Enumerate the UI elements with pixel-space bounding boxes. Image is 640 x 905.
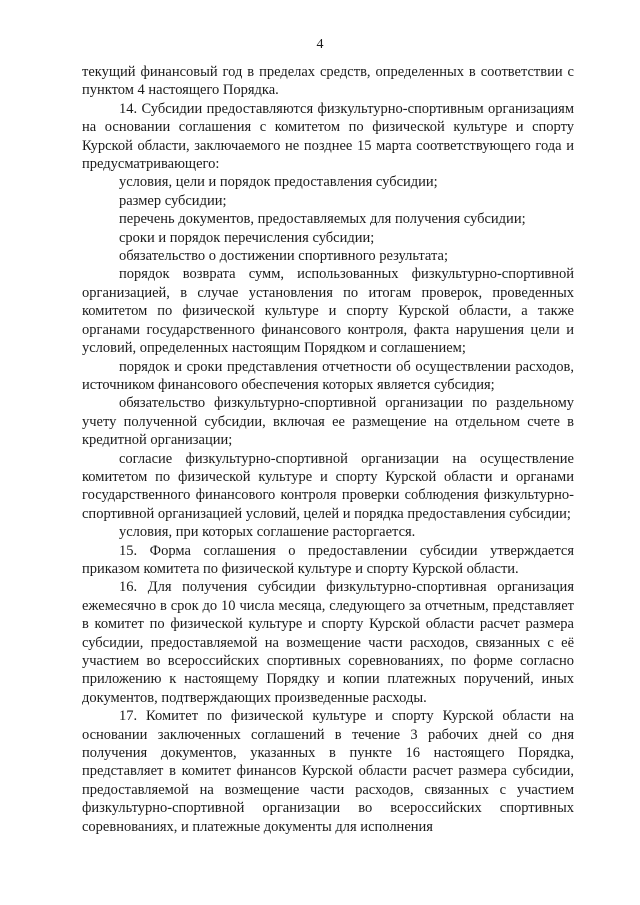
list-item-transfer-terms: сроки и порядок перечисления субсидии; (119, 229, 375, 246)
list-item-conditions: условия, цели и порядок предоставления субсидии; (119, 174, 438, 191)
document-body (82, 63, 574, 836)
paragraph-clause-15: 15. Форма соглашения о предоставлении субсидии утверждается приказом комитета по физической культуре и спорту Курской области. (82, 542, 574, 577)
list-item-separate-accounting: обязательство физкультурно-спортивной организации по раздельному учету полученной субсидии, включая ее размещение на отдельном счете в кредитной организации; (82, 395, 574, 449)
paragraph-continuation: текущий финансовый год в пределах средств, определенных в соответствии с пунктом 4 настоящего Порядка. (82, 64, 574, 99)
list-item-sport-result: обязательство о достижении спортивного результата; (119, 248, 448, 265)
list-item-reporting: порядок и сроки представления отчетности об осуществлении расходов, источником финансового обеспечения которых является субсидия; (82, 358, 574, 393)
paragraph-clause-14: 14. Субсидии предоставляются физкультурно-спортивным организациям на основании соглашения с комитетом по физической культуре и спорту Курской области, заключаемого не позднее 15 марта соответствующего года и предусматривающего: (82, 100, 574, 173)
list-item-documents: перечень документов, предоставляемых для получения субсидии; (119, 211, 526, 228)
list-item-termination: условия, при которых соглашение расторгается. (119, 524, 416, 541)
paragraph-clause-17: 17. Комитет по физической культуре и спорту Курской области на основании заключенных соглашений в течение 3 рабочих дней со дня получения документов, указанных в пункте 16 настоящего Порядка, представляет в комитет финансов Курской области расчет размера субсидии, предоставляемой на возмещение части расходов, связанных с участием физкультурно-спортивной организации во всероссийских спортивных соревнованиях, и платежные документы для исполнения (82, 708, 574, 835)
paragraph-clause-16: 16. Для получения субсидии физкультурно-спортивная организация ежемесячно в срок до 10 числа месяца, следующего за отчетным, представляет в комитет по физической культуре и спорту Курской области расчет размера субсидии, предоставляемой на возмещение части расходов, связанных с её участием во всероссийских спортивных соревнованиях, по форме согласно приложению к настоящему Порядку и копии платежных поручений, иных документов, подтверждающих произведенные расходы. (82, 579, 574, 706)
list-item-refund-procedure: порядок возврата сумм, использованных физкультурно-спортивной организацией, в случае установления по итогам проверок, проведенных комитетом по физической культуре и спорту Курской области, а также органами государственного финансового контроля, факта нарушения цели и условий, определенных настоящим Порядком и соглашением; (82, 266, 574, 357)
page-number: 4 (316, 37, 324, 52)
list-item-audit-consent: согласие физкультурно-спортивной организации на осуществление комитетом по физической культуре и спорту Курской области и органами государственного финансового контроля проверки соблюдения физкультурно-спортивной организацией условий, целей и порядка предоставления субсидии; (82, 450, 574, 522)
list-item-amount: размер субсидии; (119, 192, 227, 209)
